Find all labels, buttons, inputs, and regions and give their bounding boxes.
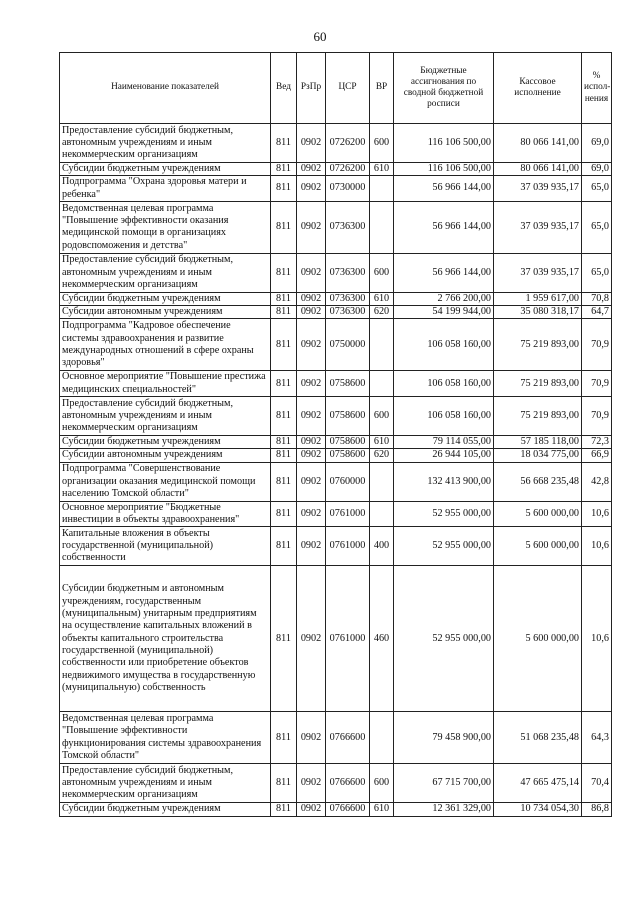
cell-csr: 0750000 — [326, 319, 370, 371]
table-row — [60, 201, 612, 253]
table-row — [60, 163, 612, 176]
cell-vr — [370, 501, 394, 527]
header-name: Наименование показателей — [60, 53, 271, 124]
cell-csr: 0758600 — [326, 449, 370, 462]
cell-vr — [370, 201, 394, 253]
cell-name: Субсидии автономным учреждениям — [60, 449, 271, 462]
table-row — [60, 371, 612, 397]
cell-pct: 65,0 — [582, 253, 612, 292]
cell-plan: 52 955 000,00 — [394, 566, 494, 712]
cell-name: Предоставление субсидий бюджетным, автономным учреждениям и иным некоммерческим организациям — [60, 764, 271, 803]
table-row — [60, 764, 612, 803]
cell-pct: 10,6 — [582, 566, 612, 712]
cell-ved: 811 — [271, 712, 297, 764]
cell-ved: 811 — [271, 566, 297, 712]
cell-plan: 2 766 200,00 — [394, 292, 494, 305]
table-row — [60, 501, 612, 527]
table-row — [60, 306, 612, 319]
cell-cash: 51 068 235,48 — [494, 712, 582, 764]
cell-csr: 0761000 — [326, 527, 370, 566]
cell-csr: 0730000 — [326, 176, 370, 202]
cell-rzpr: 0902 — [297, 176, 326, 202]
table-row — [60, 803, 612, 816]
cell-vr: 600 — [370, 253, 394, 292]
cell-plan: 116 106 500,00 — [394, 163, 494, 176]
cell-rzpr: 0902 — [297, 462, 326, 501]
cell-plan: 12 361 329,00 — [394, 803, 494, 816]
table-row — [60, 319, 612, 371]
cell-csr: 0760000 — [326, 462, 370, 501]
cell-rzpr: 0902 — [297, 449, 326, 462]
cell-plan: 52 955 000,00 — [394, 527, 494, 566]
cell-vr: 600 — [370, 764, 394, 803]
cell-ved: 811 — [271, 201, 297, 253]
cell-ved: 811 — [271, 292, 297, 305]
cell-ved: 811 — [271, 176, 297, 202]
table-row — [60, 449, 612, 462]
header-vr: ВР — [370, 53, 394, 124]
cell-plan: 56 966 144,00 — [394, 176, 494, 202]
cell-rzpr: 0902 — [297, 764, 326, 803]
cell-rzpr: 0902 — [297, 124, 326, 163]
header-csr: ЦСР — [326, 53, 370, 124]
cell-csr: 0758600 — [326, 397, 370, 436]
page-number: 60 — [313, 29, 327, 44]
cell-rzpr: 0902 — [297, 319, 326, 371]
cell-pct: 10,6 — [582, 501, 612, 527]
cell-cash: 5 600 000,00 — [494, 501, 582, 527]
cell-cash: 56 668 235,48 — [494, 462, 582, 501]
cell-cash: 75 219 893,00 — [494, 371, 582, 397]
cell-vr — [370, 371, 394, 397]
table-header-row — [60, 53, 612, 124]
cell-rzpr: 0902 — [297, 527, 326, 566]
cell-pct: 70,8 — [582, 292, 612, 305]
cell-plan: 52 955 000,00 — [394, 501, 494, 527]
cell-plan: 132 413 900,00 — [394, 462, 494, 501]
cell-pct: 64,3 — [582, 712, 612, 764]
cell-cash: 47 665 475,14 — [494, 764, 582, 803]
cell-vr: 610 — [370, 292, 394, 305]
cell-plan: 106 058 160,00 — [394, 371, 494, 397]
cell-plan: 56 966 144,00 — [394, 253, 494, 292]
budget-execution-table — [59, 52, 612, 817]
cell-plan: 26 944 105,00 — [394, 449, 494, 462]
cell-name: Субсидии бюджетным и автономным учреждениям, государственным (муниципальным) унитарным предприятиям на осуществление капитальных вложений в объекты капитального строительства государственной (муниципальной) собственности или приобретение объектов недвижимого имущества в государственную (муниципальную) собственность — [60, 566, 271, 712]
cell-csr: 0736300 — [326, 306, 370, 319]
table-row — [60, 176, 612, 202]
cell-csr: 0736300 — [326, 201, 370, 253]
cell-pct: 42,8 — [582, 462, 612, 501]
cell-vr: 610 — [370, 163, 394, 176]
cell-name: Ведомственная целевая программа "Повышение эффективности функционирования системы здравоохранения Томской области" — [60, 712, 271, 764]
cell-vr: 610 — [370, 803, 394, 816]
cell-name: Капитальные вложения в объекты государственной (муниципальной) собственности — [60, 527, 271, 566]
cell-csr: 0766600 — [326, 764, 370, 803]
cell-vr: 610 — [370, 436, 394, 449]
table-row — [60, 462, 612, 501]
cell-vr: 620 — [370, 449, 394, 462]
cell-cash: 75 219 893,00 — [494, 319, 582, 371]
cell-csr: 0766600 — [326, 712, 370, 764]
cell-pct: 65,0 — [582, 201, 612, 253]
header-cash: Кассовое исполнение — [494, 53, 582, 124]
cell-csr: 0761000 — [326, 566, 370, 712]
cell-rzpr: 0902 — [297, 253, 326, 292]
cell-csr: 0761000 — [326, 501, 370, 527]
cell-ved: 811 — [271, 764, 297, 803]
cell-vr — [370, 319, 394, 371]
cell-rzpr: 0902 — [297, 803, 326, 816]
cell-vr — [370, 462, 394, 501]
table-row — [60, 527, 612, 566]
cell-cash: 80 066 141,00 — [494, 163, 582, 176]
cell-vr: 600 — [370, 397, 394, 436]
header-rzpr: РзПр — [297, 53, 326, 124]
cell-name: Подпрограмма "Охрана здоровья матери и ребенка" — [60, 176, 271, 202]
cell-ved: 811 — [271, 449, 297, 462]
cell-vr: 600 — [370, 124, 394, 163]
cell-vr: 460 — [370, 566, 394, 712]
cell-pct: 10,6 — [582, 527, 612, 566]
cell-name: Субсидии бюджетным учреждениям — [60, 163, 271, 176]
cell-csr: 0726200 — [326, 163, 370, 176]
cell-cash: 80 066 141,00 — [494, 124, 582, 163]
cell-pct: 69,0 — [582, 163, 612, 176]
cell-csr: 0736300 — [326, 292, 370, 305]
cell-plan: 56 966 144,00 — [394, 201, 494, 253]
cell-pct: 69,0 — [582, 124, 612, 163]
cell-csr: 0758600 — [326, 371, 370, 397]
cell-rzpr: 0902 — [297, 371, 326, 397]
cell-ved: 811 — [271, 253, 297, 292]
cell-csr: 0766600 — [326, 803, 370, 816]
cell-cash: 5 600 000,00 — [494, 527, 582, 566]
cell-name: Субсидии бюджетным учреждениям — [60, 803, 271, 816]
cell-ved: 811 — [271, 306, 297, 319]
cell-name: Субсидии автономным учреждениям — [60, 306, 271, 319]
cell-plan: 106 058 160,00 — [394, 397, 494, 436]
cell-rzpr: 0902 — [297, 712, 326, 764]
cell-ved: 811 — [271, 124, 297, 163]
cell-name: Подпрограмма "Совершенствование организации оказания медицинской помощи населению Томской области" — [60, 462, 271, 501]
table-row — [60, 124, 612, 163]
cell-rzpr: 0902 — [297, 501, 326, 527]
table-row — [60, 712, 612, 764]
table-row — [60, 436, 612, 449]
cell-csr: 0758600 — [326, 436, 370, 449]
cell-vr: 400 — [370, 527, 394, 566]
cell-cash: 57 185 118,00 — [494, 436, 582, 449]
cell-name: Подпрограмма "Кадровое обеспечение системы здравоохранения и развитие международных отношений в сфере охраны здоровья" — [60, 319, 271, 371]
cell-rzpr: 0902 — [297, 163, 326, 176]
cell-pct: 70,9 — [582, 319, 612, 371]
table-row — [60, 292, 612, 305]
cell-csr: 0726200 — [326, 124, 370, 163]
cell-name: Предоставление субсидий бюджетным, автономным учреждениям и иным некоммерческим организациям — [60, 253, 271, 292]
cell-cash: 1 959 617,00 — [494, 292, 582, 305]
table-row — [60, 566, 612, 712]
cell-pct: 86,8 — [582, 803, 612, 816]
cell-ved: 811 — [271, 436, 297, 449]
header-ved: Вед — [271, 53, 297, 124]
cell-ved: 811 — [271, 397, 297, 436]
cell-vr — [370, 712, 394, 764]
header-pct: % испол-нения — [582, 53, 612, 124]
cell-name: Основное мероприятие "Повышение престижа медицинских специальностей" — [60, 371, 271, 397]
cell-rzpr: 0902 — [297, 436, 326, 449]
cell-ved: 811 — [271, 501, 297, 527]
cell-ved: 811 — [271, 462, 297, 501]
cell-csr: 0736300 — [326, 253, 370, 292]
cell-cash: 5 600 000,00 — [494, 566, 582, 712]
cell-pct: 65,0 — [582, 176, 612, 202]
cell-cash: 75 219 893,00 — [494, 397, 582, 436]
table-row — [60, 253, 612, 292]
cell-pct: 66,9 — [582, 449, 612, 462]
cell-plan: 116 106 500,00 — [394, 124, 494, 163]
cell-plan: 106 058 160,00 — [394, 319, 494, 371]
cell-vr — [370, 176, 394, 202]
cell-ved: 811 — [271, 371, 297, 397]
cell-rzpr: 0902 — [297, 306, 326, 319]
cell-cash: 10 734 054,30 — [494, 803, 582, 816]
cell-cash: 18 034 775,00 — [494, 449, 582, 462]
cell-name: Ведомственная целевая программа "Повышение эффективности оказания медицинской помощи в организациях родовспоможения и детства" — [60, 201, 271, 253]
cell-ved: 811 — [271, 527, 297, 566]
cell-plan: 54 199 944,00 — [394, 306, 494, 319]
cell-plan: 79 114 055,00 — [394, 436, 494, 449]
cell-rzpr: 0902 — [297, 566, 326, 712]
cell-plan: 67 715 700,00 — [394, 764, 494, 803]
cell-cash: 37 039 935,17 — [494, 201, 582, 253]
cell-ved: 811 — [271, 803, 297, 816]
cell-plan: 79 458 900,00 — [394, 712, 494, 764]
cell-cash: 37 039 935,17 — [494, 176, 582, 202]
cell-cash: 35 080 318,17 — [494, 306, 582, 319]
cell-rzpr: 0902 — [297, 201, 326, 253]
cell-vr: 620 — [370, 306, 394, 319]
cell-pct: 70,9 — [582, 371, 612, 397]
cell-name: Субсидии бюджетным учреждениям — [60, 292, 271, 305]
cell-rzpr: 0902 — [297, 292, 326, 305]
cell-cash: 37 039 935,17 — [494, 253, 582, 292]
cell-pct: 64,7 — [582, 306, 612, 319]
cell-pct: 70,9 — [582, 397, 612, 436]
cell-pct: 72,3 — [582, 436, 612, 449]
cell-name: Основное мероприятие "Бюджетные инвестиции в объекты здравоохранения" — [60, 501, 271, 527]
cell-name: Предоставление субсидий бюджетным, автономным учреждениям и иным некоммерческим организациям — [60, 124, 271, 163]
table-row — [60, 397, 612, 436]
cell-ved: 811 — [271, 163, 297, 176]
cell-rzpr: 0902 — [297, 397, 326, 436]
cell-ved: 811 — [271, 319, 297, 371]
cell-name: Предоставление субсидий бюджетным, автономным учреждениям и иным некоммерческим организациям — [60, 397, 271, 436]
header-plan: Бюджетные ассигнования по сводной бюджетной росписи — [394, 53, 494, 124]
cell-name: Субсидии бюджетным учреждениям — [60, 436, 271, 449]
cell-pct: 70,4 — [582, 764, 612, 803]
